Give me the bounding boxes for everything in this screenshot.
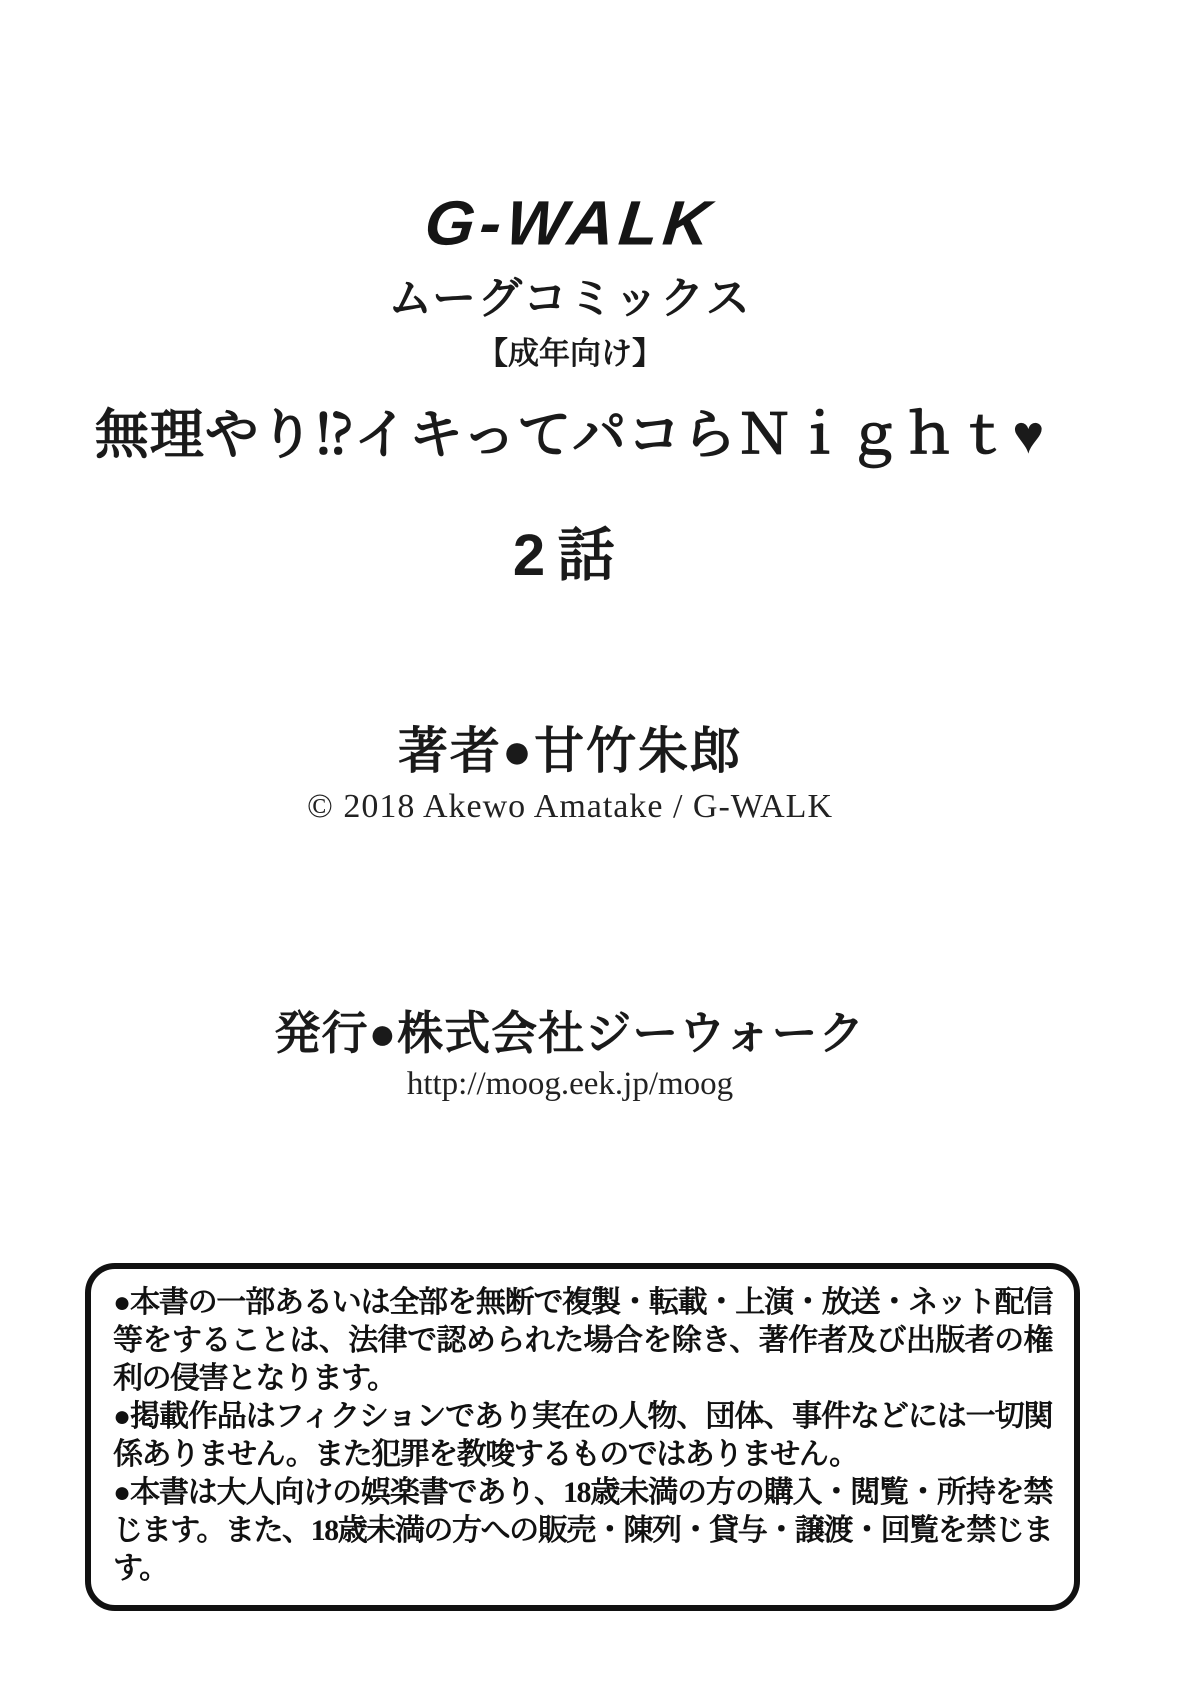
legal-notice-paragraph-fiction: ●掲載作品はフィクションであり実在の人物、団体、事件などには一切関係ありません。また犯罪を教唆するものではありません。	[113, 1400, 1052, 1471]
copyright-line: © 2018 Akewo Amatake / G-WALK	[306, 788, 834, 825]
legal-notice-paragraph-reproduction: ●本書の一部あるいは全部を無断で複製・転載・上演・放送・ネット配信等をすることは、法律で認められた場合を除き、著作者及び出版者の権利の侵害となります。	[113, 1286, 1052, 1395]
chapter-number: 2話	[512, 523, 628, 588]
publisher-url: http://moog.eek.jp/moog	[406, 1066, 734, 1102]
book-title: 無理やり⁉イキってパコらＮｉｇｈｔ♥	[94, 405, 1046, 465]
publisher-logo: G-WALK	[421, 187, 719, 259]
author-line: 著者●甘竹朱郎	[397, 723, 743, 779]
legal-notice-box	[85, 1263, 1080, 1611]
legal-notice-paragraph-adult: ●本書は大人向けの娯楽書であり、18歳未満の方の購入・閲覧・所持を禁じます。また、18歳未満の方への販売・陳列・貸与・譲渡・回覧を禁じます。	[113, 1476, 1052, 1585]
publisher-line: 発行●株式会社ジーウォーク	[274, 1007, 866, 1059]
imprint-label: ムーグコミックス	[388, 274, 752, 323]
age-rating-label: 【成年向け】	[477, 336, 663, 371]
